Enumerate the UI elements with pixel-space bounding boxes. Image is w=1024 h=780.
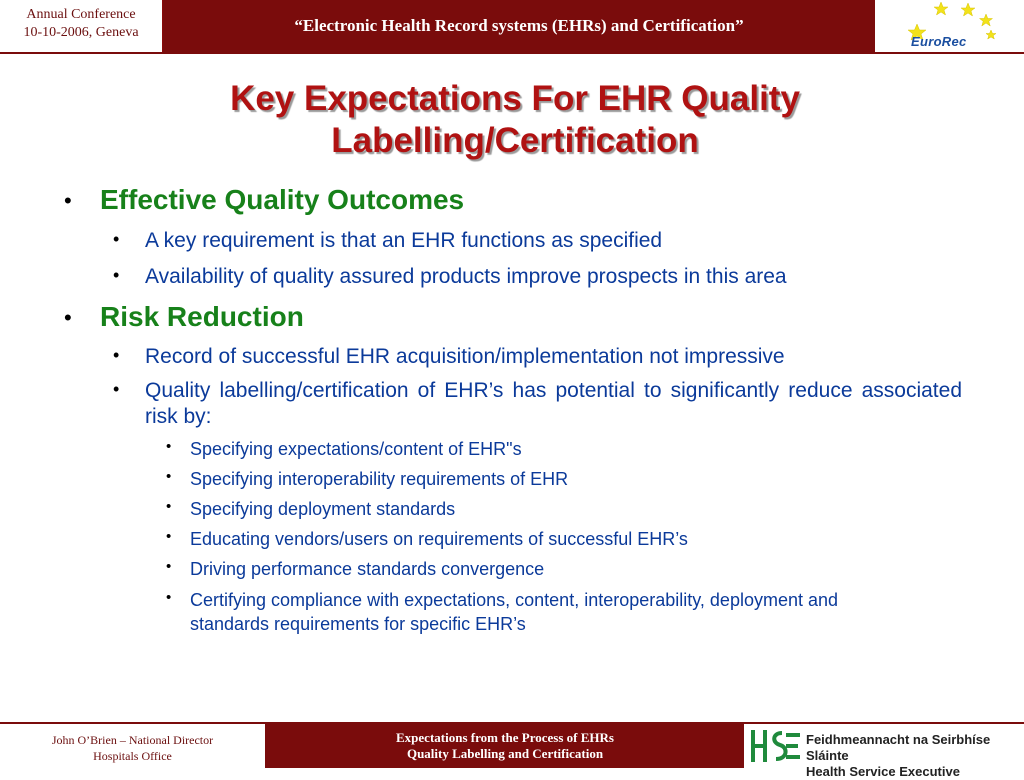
slide-header — [0, 0, 1024, 54]
bullet-icon: • — [113, 379, 120, 399]
slide-footer — [0, 722, 1024, 779]
event-date-location: 10-10-2006, Geneva — [23, 25, 139, 40]
slide-title-line2: Labelling/Certification — [331, 121, 699, 160]
bullet-icon: • — [166, 498, 172, 515]
hse-org-english: Health Service Executive — [806, 764, 960, 779]
subpoint-convergence: Driving performance standards convergence — [190, 559, 545, 579]
hse-org-irish: Feidhmeannacht na Seirbhíse Sláinte — [806, 732, 991, 763]
subpoint-compliance: Certifying compliance with expectations, content, interoperability, deployment and standards requirements for specific EHR’s — [190, 590, 839, 634]
bullet-icon: • — [166, 528, 172, 545]
bullet-icon: • — [64, 305, 72, 330]
author-info — [0, 724, 266, 768]
point-functions-as-specified: A key requirement is that an EHR functions as specified — [145, 229, 663, 252]
event-name: Annual Conference — [26, 7, 136, 22]
section-heading-risk-reduction: Risk Reduction — [100, 301, 304, 332]
event-info — [0, 0, 163, 52]
bullet-icon: • — [166, 468, 172, 485]
hse-logo-icon — [748, 725, 804, 767]
hse-org-name — [806, 732, 1024, 780]
banner-title: “Electronic Health Record systems (EHRs) and Certification” — [163, 0, 875, 52]
eurorec-logo — [875, 0, 1024, 52]
author-office: Hospitals Office — [93, 749, 172, 763]
bullet-icon: • — [166, 438, 172, 455]
author-name: John O’Brien – National Director — [51, 733, 214, 747]
header-divider — [0, 52, 1024, 54]
bullet-icon: • — [166, 589, 172, 606]
point-quality-assured-products: Availability of quality assured products improve prospects in this area — [145, 265, 787, 288]
bullet-icon: • — [113, 229, 120, 249]
subpoint-expectations: Specifying expectations/content of EHR"s — [190, 439, 522, 459]
footer-topic-line2: Quality Labelling and Certification — [406, 746, 604, 761]
bullet-icon: • — [113, 345, 120, 365]
hse-logo — [744, 724, 1024, 779]
section-heading-quality-outcomes: Effective Quality Outcomes — [100, 184, 465, 215]
bullet-icon: • — [64, 188, 72, 213]
subpoint-educating: Educating vendors/users on requirements of successful EHR’s — [190, 529, 688, 549]
bullet-icon: • — [166, 558, 172, 575]
point-acquisition-record: Record of successful EHR acquisition/implementation not impressive — [145, 345, 785, 368]
point-certification-risk: Quality labelling/certification of EHR’s has potential to significantly reduce associated risk by: — [145, 379, 962, 428]
subpoint-interoperability: Specifying interoperability requirements of EHR — [190, 469, 569, 489]
footer-topic — [266, 724, 744, 768]
footer-topic-line1: Expectations from the Process of EHRs — [396, 730, 614, 745]
slide-title-line1: Key Expectations For EHR Quality — [230, 79, 800, 118]
bullet-icon: • — [113, 265, 120, 285]
subpoint-deployment: Specifying deployment standards — [190, 499, 456, 519]
eurorec-logo-text: EuroRec — [911, 34, 967, 49]
slide-title — [100, 78, 930, 162]
